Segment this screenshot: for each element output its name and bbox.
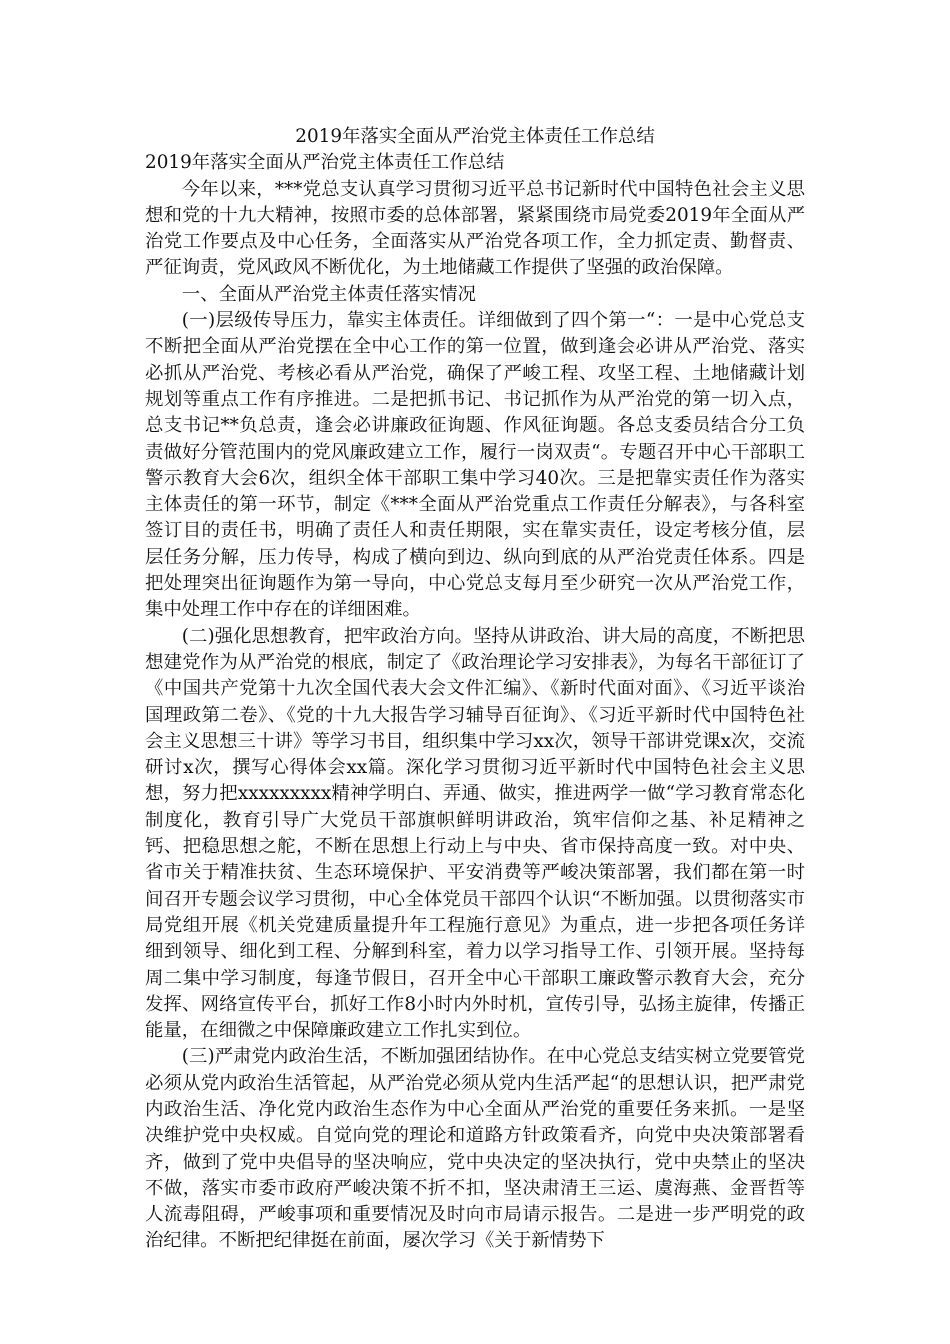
document-page — [145, 124, 805, 1255]
paragraph-1: (一)层级传导压力，靠实主体责任。详细做到了四个第一“：一是中心党总支不断把全面从严治党摆在全中心工作的第一位置，做到逢会必讲从严治党、落实必抓从严治党、考核必看从严治党，确保了严峻工程、攻坚工程、土地储藏计划规划等重点工作有序推进。二是把抓书记、书记抓作为从严治党的第一切入点，总支书记**负总责，逢会必讲廉政征询题、作风征询题。各总支委员结合分工负责做好分管范围内的党风廉政建立工作，履行一岗双责“。专题召开中心干部职工警示教育大会6次，组织全体干部职工集中学习40次。三是把靠实责任作为落实主体责任的第一环节，制定《***全面从严治党重点工作责任分解表》，与各科室签订目的责任书，明确了责任人和责任期限，实在靠实责任，设定考核分值，层层任务分解，压力传导，构成了横向到边、纵向到底的从严治党责任体系。四是把处理突出征询题作为第一导向，中心党总支每月至少研究一次从严治党工作，集中处理工作中存在的详细困难。 — [145, 310, 805, 621]
paragraph-2: (二)强化思想教育，把牢政治方向。坚持从讲政治、讲大局的高度，不断把思想建党作为从严治党的根底，制定了《政治理论学习安排表》，为每名干部征订了《中国共产党第十九次全国代表大会文件汇编》、《新时代面对面》、《习近平谈治国理政第二卷》、《党的十九大报告学习辅导百征询》、《习近平新时代中国特色社会主义思想三十讲》等学习书目，组织集中学习xx次，领导干部讲党课x次，交流研讨x次，撰写心得体会xx篇。深化学习贯彻习近平新时代中国特色社会主义思想，努力把xxxxxxxxx精神学明白、弄通、做实，推进两学一做“学习教育常态化制度化，教育引导广大党员干部旗帜鲜明讲政治，筑牢信仰之基、补足精神之钙、把稳思想之舵，不断在思想上行动上与中央、省市保持高度一致。对中央、省市关于精准扶贫、生态环境保护、平安消费等严峻决策部署，我们都在第一时间召开专题会议学习贯彻，中心全体党员干部四个认识“不断加强。以贯彻落实市局党组开展《机关党建质量提升年工程施行意见》为重点，进一步把各项任务详细到领导、细化到工程、分解到科室，着力以学习指导工作、引领开展。坚持每周二集中学习制度，每逢节假日，召开全中心干部职工廉政警示教育大会，充分发挥、网络宣传平台，抓好工作8小时内外时机，宣传引导，弘扬主旋律，传播正能量，在细微之中保障廉政建立工作扎实到位。 — [145, 625, 805, 1042]
document-title: 2019年落实全面从严治党主体责任工作总结 — [295, 126, 655, 147]
document-subtitle: 2019年落实全面从严治党主体责任工作总结 — [145, 152, 505, 174]
section-heading: 一、全面从严治党主体责任落实情况 — [181, 283, 477, 305]
paragraph-intro: 今年以来，***党总支认真学习贯彻习近平总书记新时代中国特色社会主义思想和党的十九大精神，按照市委的总体部署，紧紧围绕市局党委2019年全面从严治党工作要点及中心任务，全面落实从严治党各项工作，全力抓定责、勤督责、严征询责，党风政风不断优化，为土地储藏工作提供了坚强的政治保障。 — [145, 178, 805, 279]
paragraph-3: (三)严肃党内政治生活，不断加强团结协作。在中心党总支结实树立党要管党必须从党内政治生活管起，从严治党必须从党内生活严起“的思想认识，把严肃党内政治生活、净化党内政治生态作为中心全面从严治党的重要任务来抓。一是坚决维护党中央权威。自觉向党的理论和道路方针政策看齐，向党中央决策部署看齐，做到了党中央倡导的坚决响应，党中央决定的坚决执行，党中央禁止的坚决不做，落实市委市政府严峻决策不折不扣，坚决肃清王三运、虞海燕、金晋哲等人流毒阻碍，严峻事项和重要情况及时向市局请示报告。二是进一步严明党的政治纪律。不断把纪律挺在前面，屡次学习《关于新情势下 — [145, 1046, 805, 1252]
